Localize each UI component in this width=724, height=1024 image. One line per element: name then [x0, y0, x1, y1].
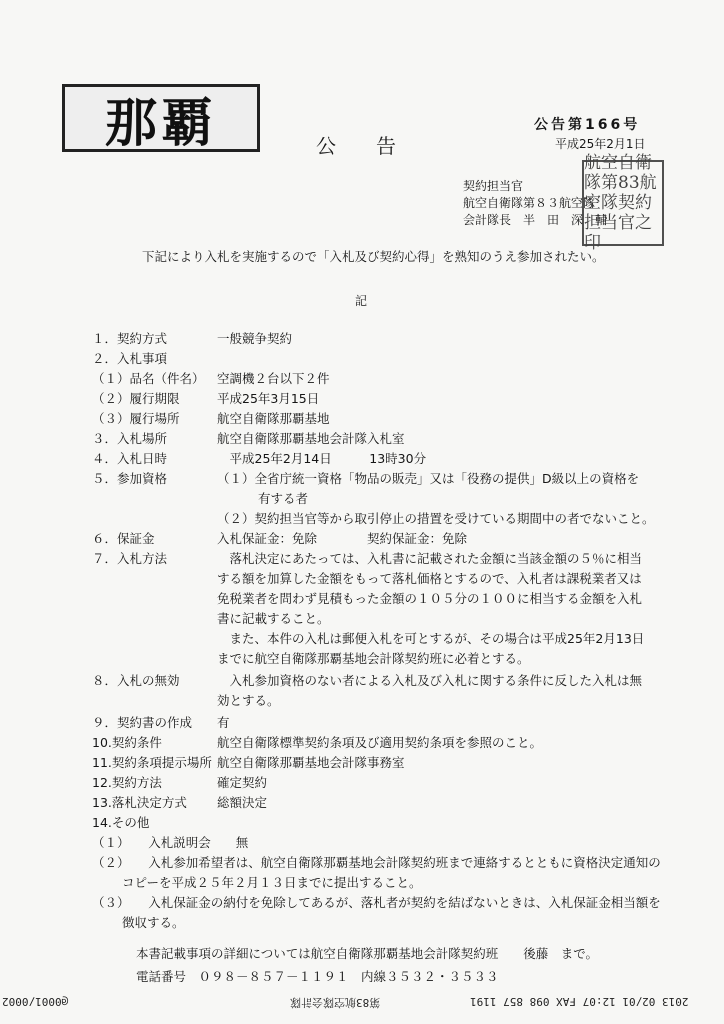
item-label: 12.契約方法 — [92, 775, 162, 790]
other-item: コピーを平成２５年２月１３日までに提出すること。 — [122, 875, 422, 890]
qualification-2: （２）契約担当官等から取引停止の措置を受けている期間中の者でないこと。 — [217, 511, 655, 526]
item-label: （１）品名（件名） — [92, 371, 205, 386]
phone-line: 電話番号 ０９８－８５７－１１９１ 内線３５３２・３５３３ — [136, 969, 499, 984]
other-item: （３） 入札保証金の納付を免除してあるが、落札者が契約を結ばないときは、入札保証金相当額を — [92, 895, 661, 910]
item-value: 平成25年3月15日 — [217, 391, 320, 406]
official-unit: 航空自衛隊第８３航空隊 — [463, 196, 596, 210]
item-value: 航空自衛隊標準契約条項及び適用契約条項を参照のこと。 — [217, 735, 543, 750]
method-line: までに航空自衛隊那覇基地会計隊契約班に必着とする。 — [217, 651, 530, 666]
invalid-line: 入札参加資格のない者による入札及び入札に関する条件に反した入札は無 — [217, 673, 643, 688]
item-label: ５．参加資格 — [92, 471, 168, 486]
item-label: １．契約方式 — [92, 331, 168, 346]
method-line: 免税業者を問わず見積もった金額の１０５分の１００に相当する金額を入札 — [217, 591, 643, 606]
invalid-line: 効とする。 — [217, 693, 280, 708]
notice-date: 平成25年2月1日 — [555, 137, 646, 151]
method-line: する額を加算した金額をもって落札価格とするので、入札者は課税業者又は — [217, 571, 642, 586]
ki-heading: 記 — [355, 294, 368, 308]
item-value: 確定契約 — [217, 775, 268, 790]
item-value: 入札保証金：免除 契約保証金：免除 — [217, 531, 468, 546]
qualification-continued: 有する者 — [258, 491, 309, 506]
fax-header-mid: 第83航空隊会計隊 — [290, 996, 381, 1009]
method-line: また、本件の入札は郵便入札を可とするが、その場合は平成25年2月13日 — [217, 631, 645, 646]
item-value: 航空自衛隊那覇基地会計隊入札室 — [217, 431, 405, 446]
item-label: ８．入札の無効 — [92, 673, 180, 688]
item-value: 平成25年2月14日 13時30分 — [217, 451, 427, 466]
item-label: （２）履行期限 — [92, 391, 180, 406]
item-label: ３．入札場所 — [92, 431, 168, 446]
intro-text: 下記により入札を実施するので「入札及び契約心得」を熟知のうえ参加されたい。 — [142, 249, 605, 264]
item-label: 11.契約条項提示場所 — [92, 755, 212, 770]
city-stamp-text: 那覇 — [104, 92, 217, 154]
item-label: ４．入札日時 — [92, 451, 168, 466]
item-label: 14.その他 — [92, 815, 150, 830]
item-label: （３）履行場所 — [92, 411, 180, 426]
other-item: （２） 入札参加希望者は、航空自衛隊那覇基地会計隊契約班まで連絡するとともに資格決定通知の — [92, 855, 661, 870]
item-value: 総額決定 — [217, 795, 268, 810]
official-seal: 航空自衛隊第83航空隊契約担当官之印 — [582, 160, 664, 246]
notice-number: 公告第166号 — [534, 117, 641, 133]
item-value: 航空自衛隊那覇基地会計隊事務室 — [217, 755, 405, 770]
other-item: 徴収する。 — [122, 915, 185, 930]
fax-header-left: 2013 02/01 12:07 FAX 098 857 1191 — [470, 995, 689, 1008]
contact-line: 本書記載事項の詳細については航空自衛隊那覇基地会計隊契約班 後藤 まで。 — [136, 946, 599, 961]
item-label: ９．契約書の作成 — [92, 715, 193, 730]
item-label: ７．入札方法 — [92, 551, 168, 566]
item-label: 10.契約条件 — [92, 735, 162, 750]
item-value: 一般競争契約 — [217, 331, 293, 346]
item-value: 空調機２台以下２件 — [217, 371, 330, 386]
method-line: 書に記載すること。 — [217, 611, 330, 626]
city-stamp — [62, 84, 260, 152]
item-label: 13.落札決定方式 — [92, 795, 187, 810]
item-label: ２．入札事項 — [92, 351, 168, 366]
page-title: 公告 — [316, 134, 436, 158]
official-title: 契約担当官 — [463, 179, 524, 193]
other-item: （１） 入札説明会 無 — [92, 835, 249, 850]
official-name: 会計隊長 半 田 深 輔 — [463, 213, 608, 227]
item-label: ６．保証金 — [92, 531, 155, 546]
item-value: 航空自衛隊那覇基地 — [217, 411, 330, 426]
method-line: 落札決定にあたっては、入札書に記載された金額に当該金額の５％に相当 — [217, 551, 643, 566]
item-value: （１）全省庁統一資格「物品の販売」又は「役務の提供」D級以上の資格を — [217, 471, 640, 486]
fax-header-right: @0001/0002 — [2, 995, 69, 1008]
item-value: 有 — [217, 715, 230, 730]
